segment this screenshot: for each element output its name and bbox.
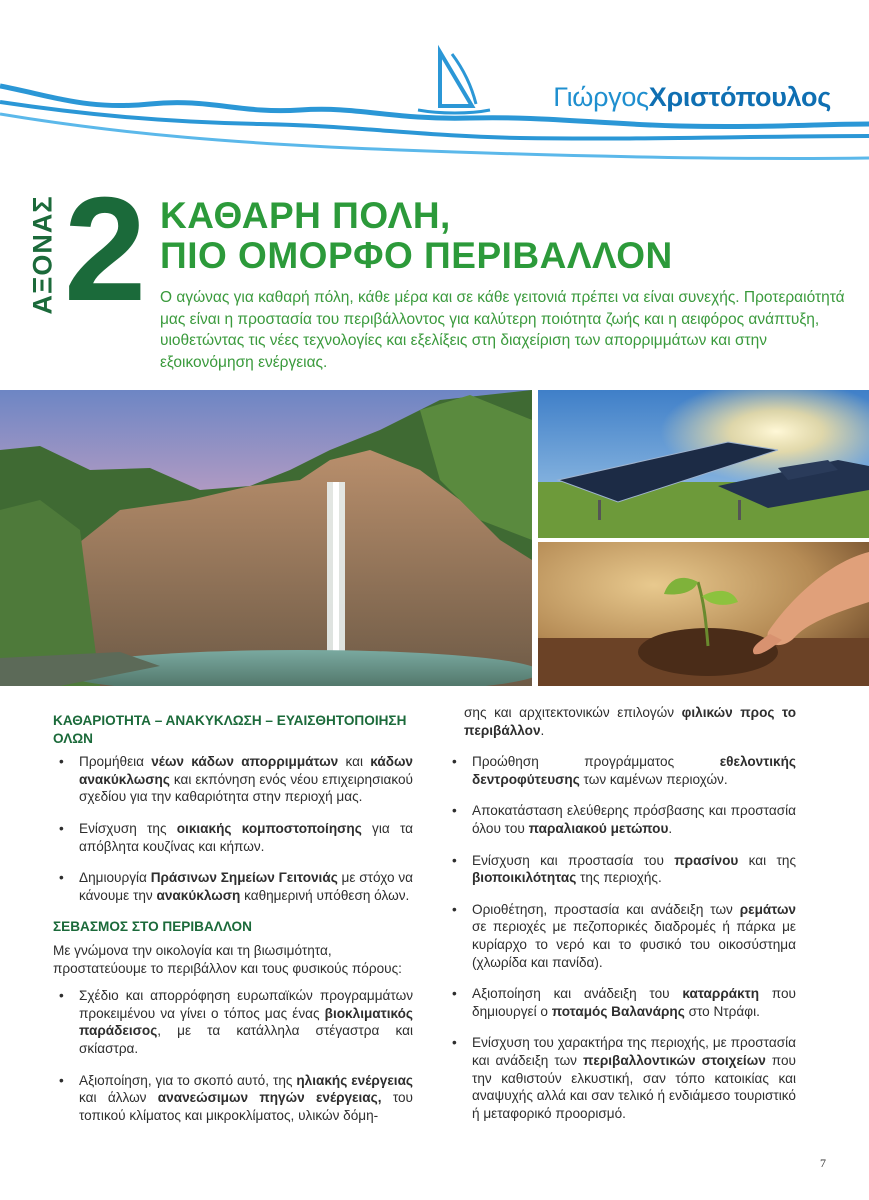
brand-name: ΓιώργοςΧριστόπουλος — [553, 82, 831, 112]
bullet-item: • Αποκατάσταση ελεύθερης πρόσβασης και προστασία όλου του παραλιακού μετώπου. — [446, 802, 796, 837]
bullet-item: • Προμήθεια νέων κάδων απορριμμάτων και κάδων ανακύκλωσης και εκπόνηση ενός νέου επιχειρησιακού σχεδίου για την καθαριότητα στην περιοχή μας. — [53, 753, 413, 806]
page-title — [160, 196, 673, 276]
left-column — [53, 712, 413, 1138]
bullet-item: • Αξιοποίηση και ανάδειξη του καταρράκτη που δημιουργεί ο ποταμός Βαλανάρης στο Ντράφι. — [446, 985, 796, 1020]
bullet-item: • Οριοθέτηση, προστασία και ανάδειξη των ρεμάτων σε περιοχές με πεζοπορικές διαδρομές ή πάρκα με κυρίαρχο το νερό και το φυσικό του οικοσύστημα (χλωρίδα και πανίδα). — [446, 901, 796, 971]
section-heading-cleanliness: ΚΑΘΑΡΙΟΤΗΤΑ – ΑΝΑΚΥΚΛΩΣΗ – ΕΥΑΙΣΘΗΤΟΠΟΙΗΣΗ ΟΛΩΝ — [53, 713, 407, 746]
axis-label: ΑΞΟΝΑΣ — [27, 195, 58, 315]
right-column — [446, 704, 796, 1136]
bullet-item: • Δημιουργία Πράσινων Σημείων Γειτονιάς με στόχο να κάνουμε την ανακύκλωση καθημερινή υπόθεση όλων. — [53, 869, 413, 904]
title-line-2: ΠΙΟ ΟΜΟΡΦΟ ΠΕΡΙΒΑΛΛΟΝ — [160, 235, 673, 276]
bullet-continuation: σης και αρχιτεκτονικών επιλογών φιλικών προς το περιβάλλον. — [464, 705, 796, 738]
bullet-item: • Ενίσχυση του χαρακτήρα της περιοχής, με προστασία και ανάδειξη των περιβαλλοντικών στοιχείων που την καθιστούν ελκυστική, σαν τόπο κατοικίας και αναψυχής αλλά και σαν τελικό ή ενδιάμεσο τουριστικό ή μεταφορικό προορισμό. — [446, 1034, 796, 1122]
title-line-1: ΚΑΘΑΡΗ ΠΟΛΗ, — [160, 195, 451, 236]
solar-panels-photo — [538, 390, 869, 538]
section-paragraph: Με γνώμονα την οικολογία και τη βιωσιμότητα, προστατεύουμε το περιβάλλον και τους φυσικούς πόρους: — [53, 942, 402, 976]
bullet-item: • Αξιοποίηση, για το σκοπό αυτό, της ηλιακής ενέργειας και άλλων ανανεώσιμων πηγών ενέργειας, του τοπικού κλίματος και μικροκλίματος, υλικών δόμη- — [53, 1072, 413, 1125]
bullet-item: • Σχέδιο και απορρόφηση ευρωπαϊκών προγραμμάτων προκειμένου να γίνει ο τόπος μας ένας βιοκλιματικός παράδεισος, με τα κατάλληλα στέγαστρα και σκίαστρα. — [53, 987, 413, 1057]
section-heading-environment: ΣΕΒΑΣΜΟΣ ΣΤΟ ΠΕΡΙΒΑΛΛΟΝ — [53, 919, 252, 935]
intro-paragraph: Ο αγώνας για καθαρή πόλη, κάθε μέρα και σε κάθε γειτονιά πρέπει να είναι συνεχής. Προτεραιότητά μας είναι η προστασία του περιβάλλοντος για καλύτερη ποιότητα ζωής και η αειφόρος ανάπτυξη, υιοθετώντας τις νέες τεχνολογίες και εξελίξεις στη διαχείριση των απορριμμάτων και στην εξοικονόμηση ενέργειας. — [160, 289, 845, 371]
bullet-item: • Ενίσχυση της οικιακής κομποστοποίησης για τα απόβλητα κουζίνας και κήπων. — [53, 820, 413, 855]
seedling-hand-photo — [538, 542, 869, 686]
page-number: 7 — [820, 1156, 826, 1170]
waterfall-photo — [0, 390, 532, 686]
bullet-item: • Προώθηση προγράμματος εθελοντικής δεντροφύτευσης των καμένων περιοχών. — [446, 753, 796, 788]
bullet-item: • Ενίσχυση και προστασία του πρασίνου και της βιοποικιλότητας της περιοχής. — [446, 852, 796, 887]
axis-number: 2 — [64, 167, 147, 332]
